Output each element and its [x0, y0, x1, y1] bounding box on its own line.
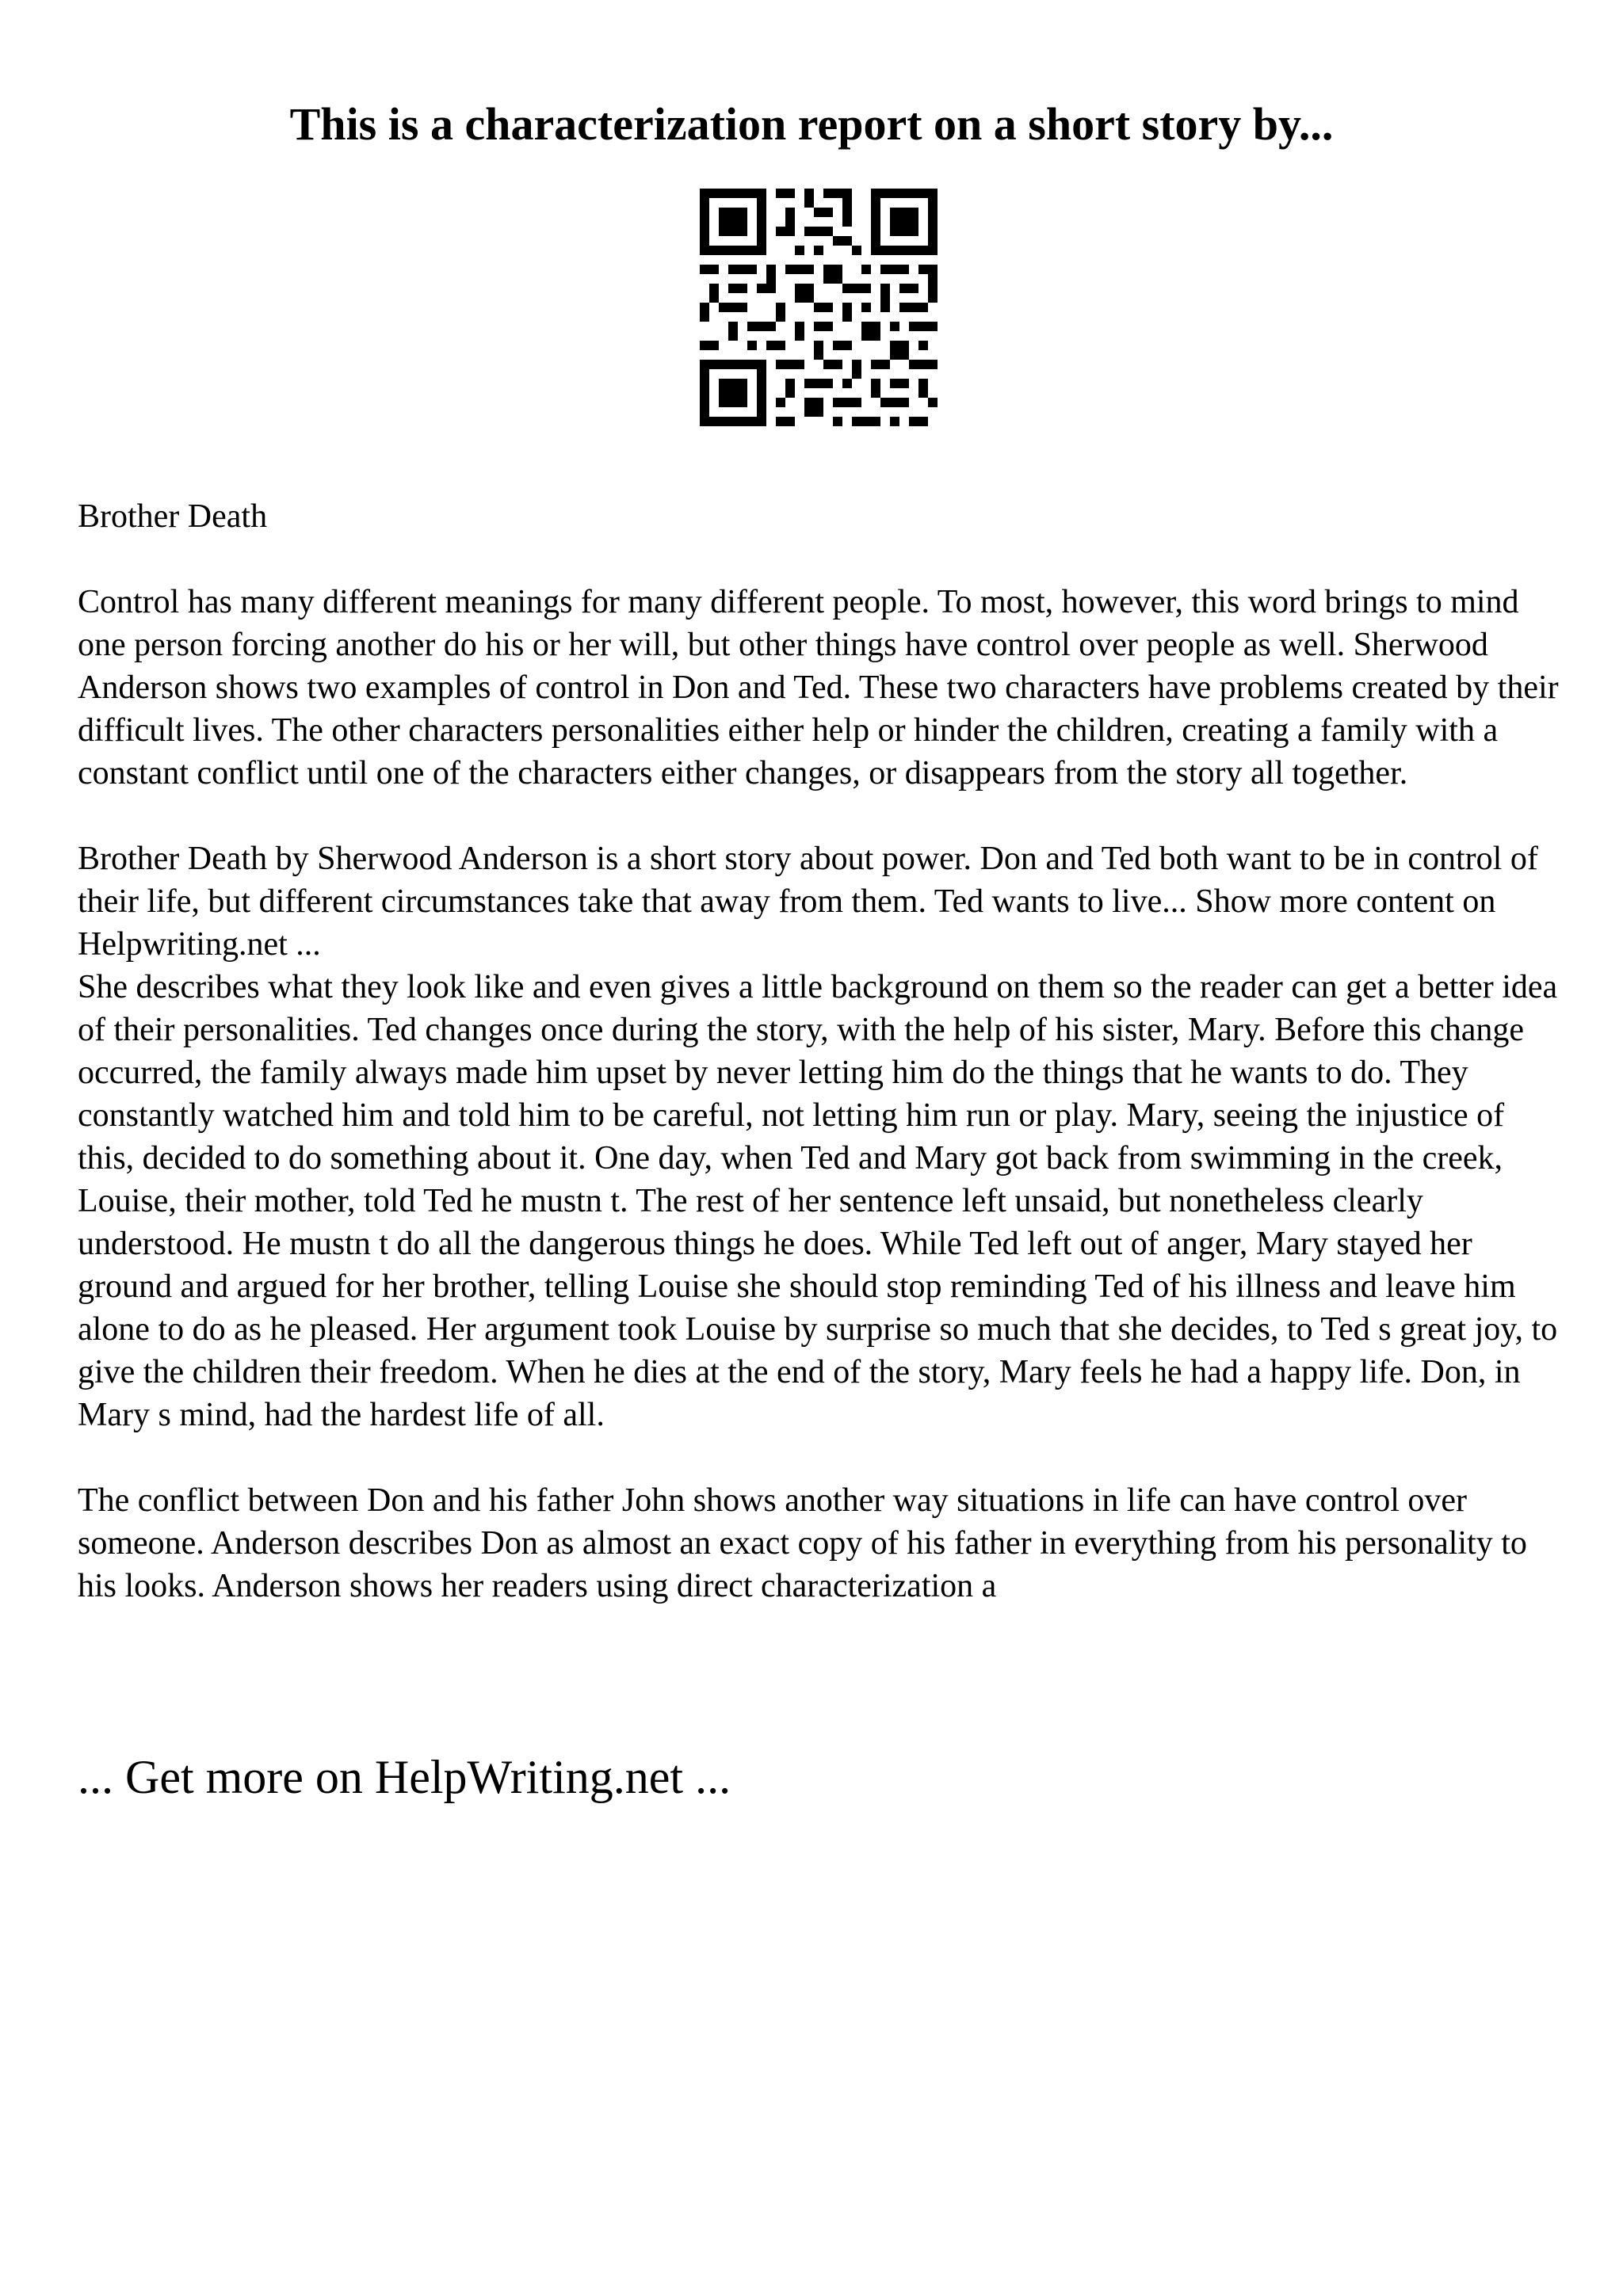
section-heading: Brother Death: [78, 498, 268, 535]
get-more-link[interactable]: ... Get more on HelpWriting.net ...: [78, 1751, 731, 1803]
paragraph-2: Brother Death by Sherwood Anderson is a short story about power. Don and Ted both want to be in control of their life, but different circumstances take that away from them. Ted wants to live... Show more content on Helpwriting.net ...: [78, 841, 1538, 963]
paragraph-4: The conflict between Don and his father John shows another way situations in life can have control over someone. Anderson describes Don as almost an exact copy of his father in everything from his personality to his looks. Anderson shows her readers using direct characterization a: [78, 1482, 1527, 1604]
paragraph-3: She describes what they look like and even gives a little background on them so the reader can get a better idea of their personalities. Ted changes once during the story, with the help of his sister, Mary. Before this change occurred, the family always made him upset by never letting him do the things that he wants to do. They constantly watched him and told him to be careful, not letting him run or play. Mary, seeing the injustice of this, decided to do something about it. One day, when Ted and Mary got back from swimming in the creek, Louise, their mother, told Ted he mustn t. The rest of her sentence left unsaid, but nonetheless clearly understood. He mustn t do all the dangerous things he does. While Ted left out of anger, Mary stayed her ground and argued for her brother, telling Louise she should stop reminding Ted of his illness and leave him alone to do as he pleased. Her argument took Louise by surprise so much that she decides, to Ted s great joy, to give the children their freedom. When he dies at the end of the story, Mary feels he had a happy life. Don, in Mary s mind, had the hardest life of all.: [78, 969, 1558, 1433]
qr-code-icon: [700, 189, 938, 426]
page-title: This is a characterization report on a short story by...: [289, 98, 1334, 150]
paragraph-1: Control has many different meanings for many different people. To most, however, this word brings to mind one person forcing another do his or her will, but other things have control over people as well. Sherwood Anderson shows two examples of control in Don and Ted. These two characters have problems created by their difficult lives. The other characters personalities either help or hinder the children, creating a family with a constant conflict until one of the characters either changes, or disappears from the story all together.: [78, 584, 1559, 791]
report-body: [78, 495, 1568, 1650]
